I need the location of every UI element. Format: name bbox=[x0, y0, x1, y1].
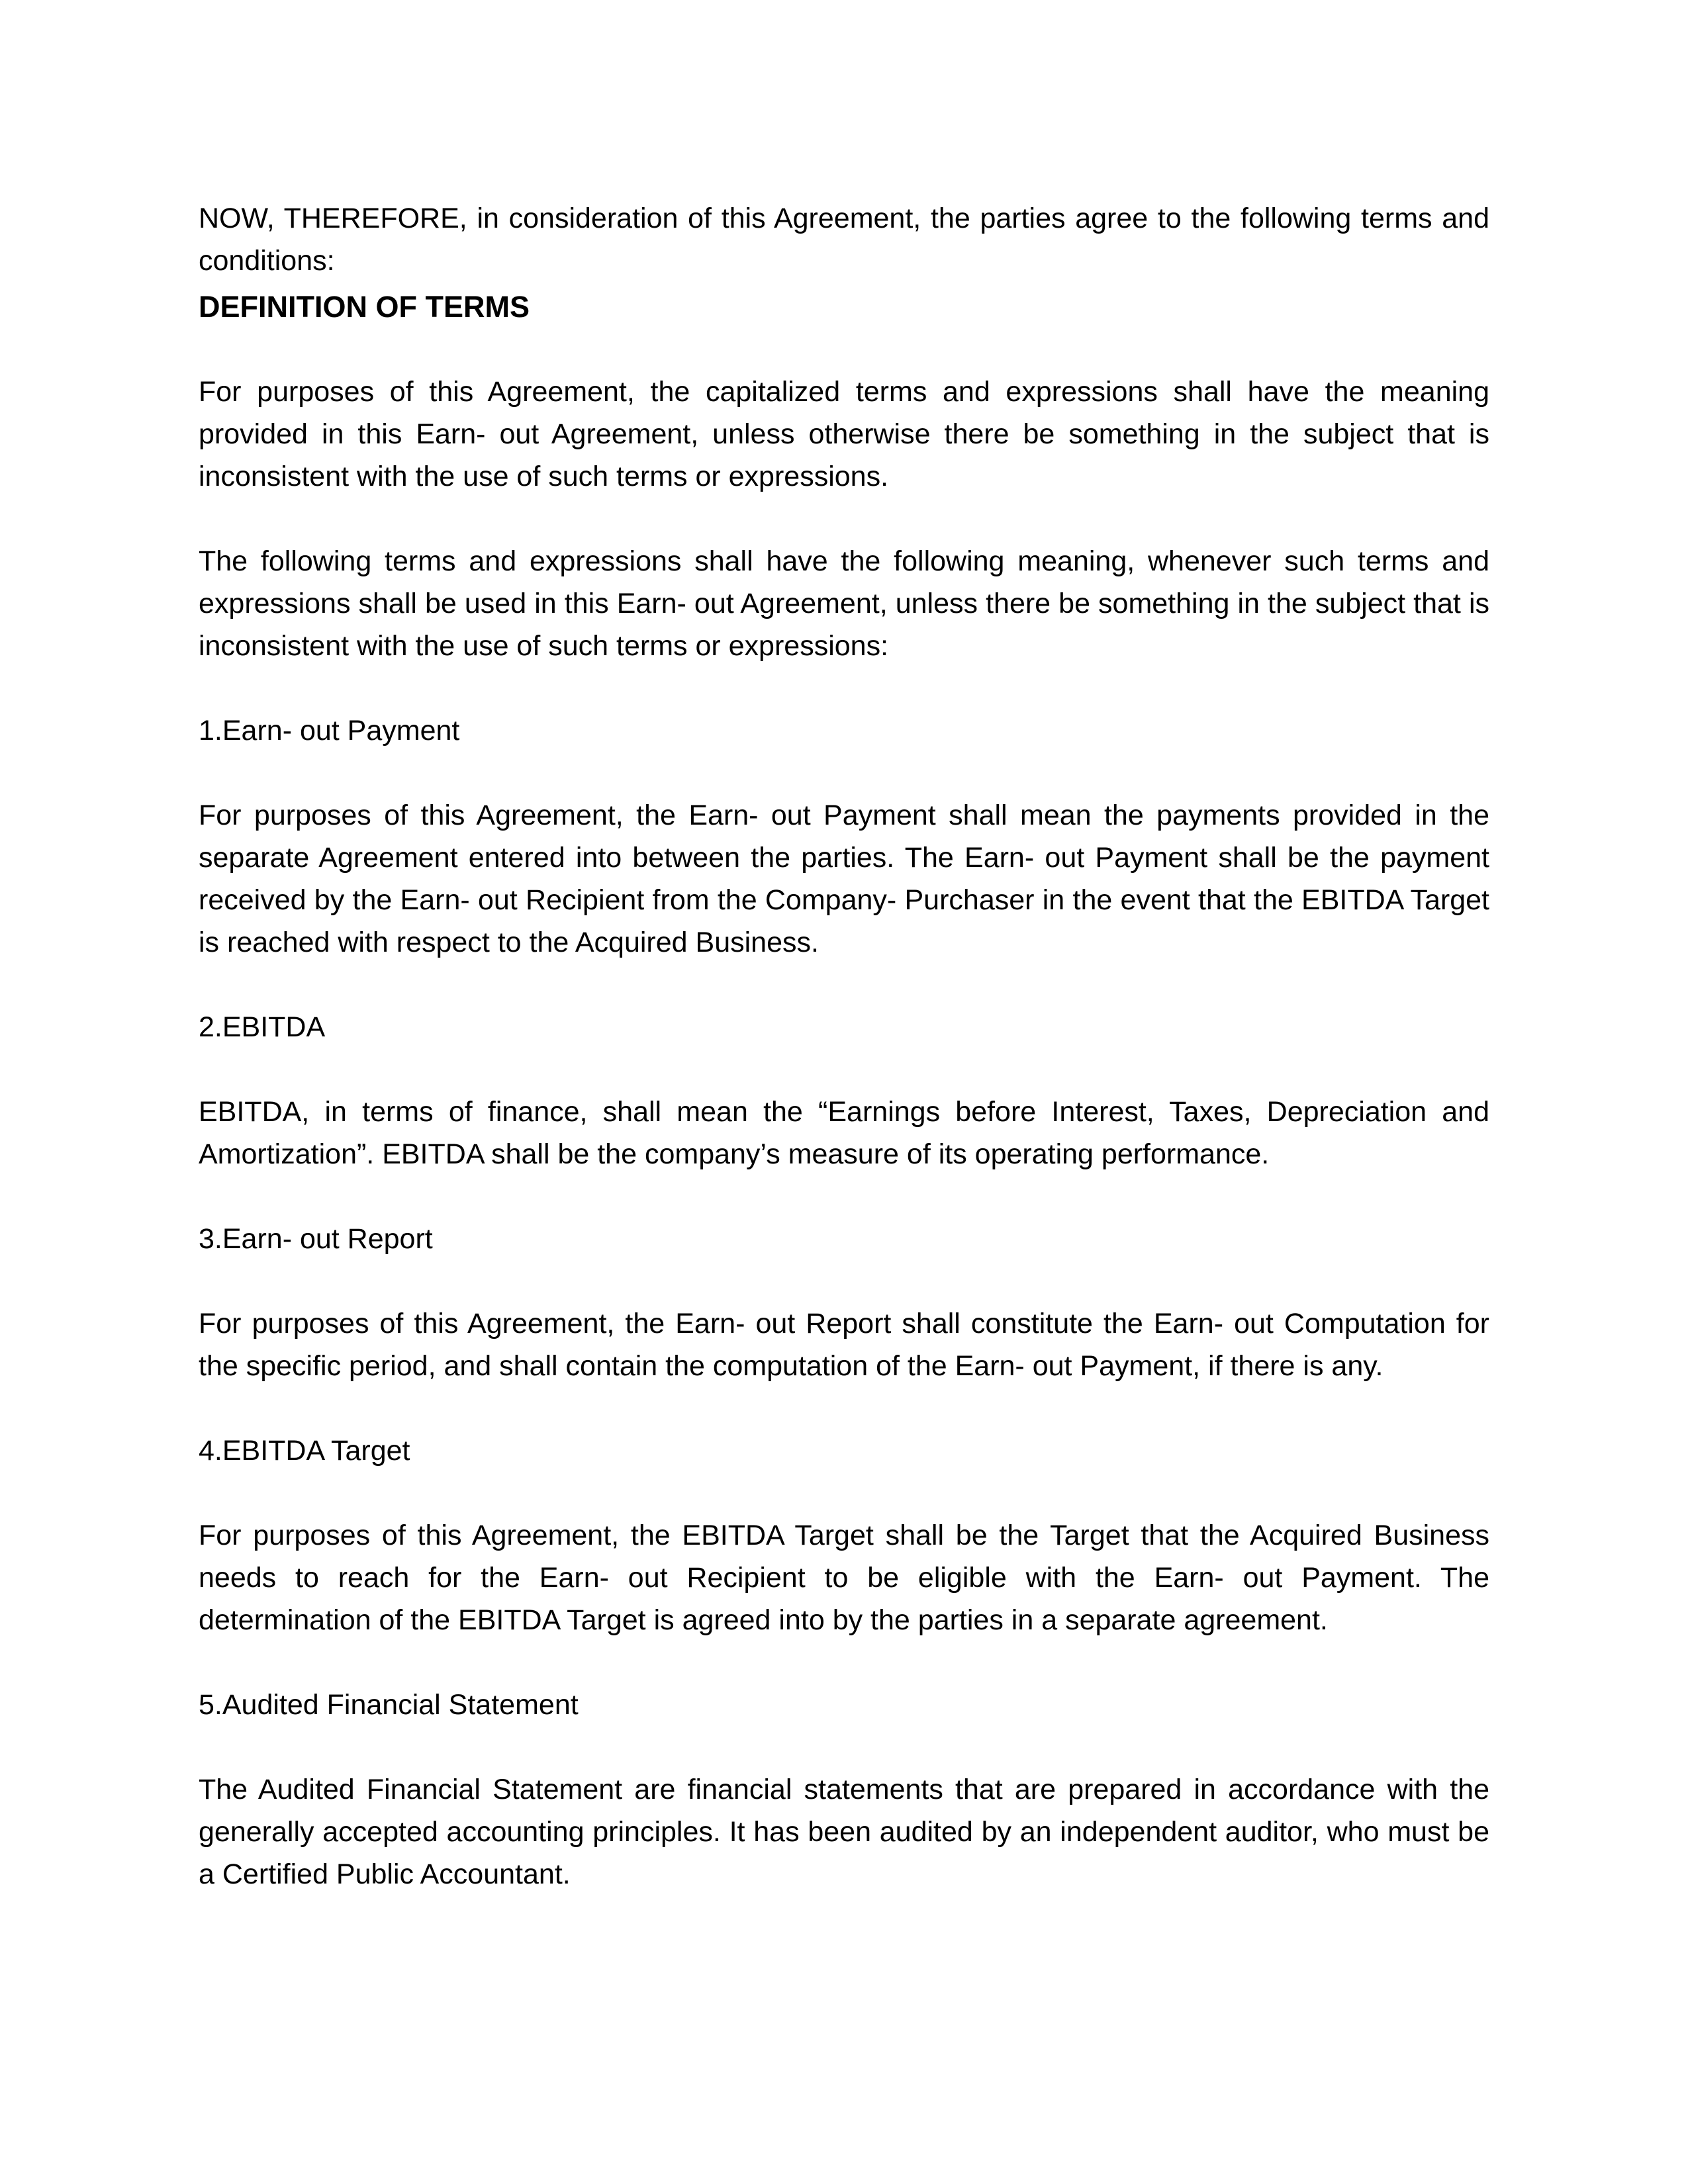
term-definition-earn-out-report: For purposes of this Agreement, the Earn- out Report shall constitute the Earn- out Computation for the specific period, and shall contain the computation of the Earn- out Payment, if there is any. bbox=[199, 1308, 1489, 1382]
term-definition-ebitda-target: For purposes of this Agreement, the EBITDA Target shall be the Target that the Acquired Business needs to reach for the Earn- out Recipient to be eligible with the Earn- out Payment. The determination of the EBITDA Target is agreed into by the parties in a separate agreement. bbox=[199, 1520, 1489, 1636]
term-title-earn-out-report: 3.Earn- out Report bbox=[199, 1223, 433, 1255]
section-heading: DEFINITION OF TERMS bbox=[199, 290, 530, 324]
term-title-ebitda-target: 4.EBITDA Target bbox=[199, 1435, 410, 1467]
term-title-ebitda: 2.EBITDA bbox=[199, 1011, 326, 1043]
intro-paragraph: NOW, THEREFORE, in consideration of this Agreement, the parties agree to the following terms and conditions: bbox=[199, 203, 1489, 277]
document-body bbox=[199, 197, 1489, 1895]
term-definition-earn-out-payment: For purposes of this Agreement, the Earn- out Payment shall mean the payments provided in the separate Agreement entered into between the parties. The Earn- out Payment shall be the payment received by the Earn- out Recipient from the Company- Purchaser in the event that the EBITDA Target is reached with respect to the Acquired Business. bbox=[199, 799, 1489, 958]
term-title-audited-financial-statement: 5.Audited Financial Statement bbox=[199, 1689, 579, 1721]
term-title-earn-out-payment: 1.Earn- out Payment bbox=[199, 715, 460, 747]
definitions-paragraph-2: The following terms and expressions shall have the following meaning, whenever such terms and expressions shall be used in this Earn- out Agreement, unless there be something in the subject that is inconsistent with the use of such terms or expressions: bbox=[199, 545, 1489, 662]
term-definition-audited-financial-statement: The Audited Financial Statement are financial statements that are prepared in accordance with the generally accepted accounting principles. It has been audited by an independent auditor, who must be a Certified Public Accountant. bbox=[199, 1774, 1489, 1890]
term-definition-ebitda: EBITDA, in terms of finance, shall mean the “Earnings before Interest, Taxes, Depreciation and Amortization”. EBITDA shall be the company’s measure of its operating performance. bbox=[199, 1096, 1489, 1170]
definitions-paragraph-1: For purposes of this Agreement, the capitalized terms and expressions shall have the meaning provided in this Earn- out Agreement, unless otherwise there be something in the subject that is inconsistent with the use of such terms or expressions. bbox=[199, 376, 1489, 492]
